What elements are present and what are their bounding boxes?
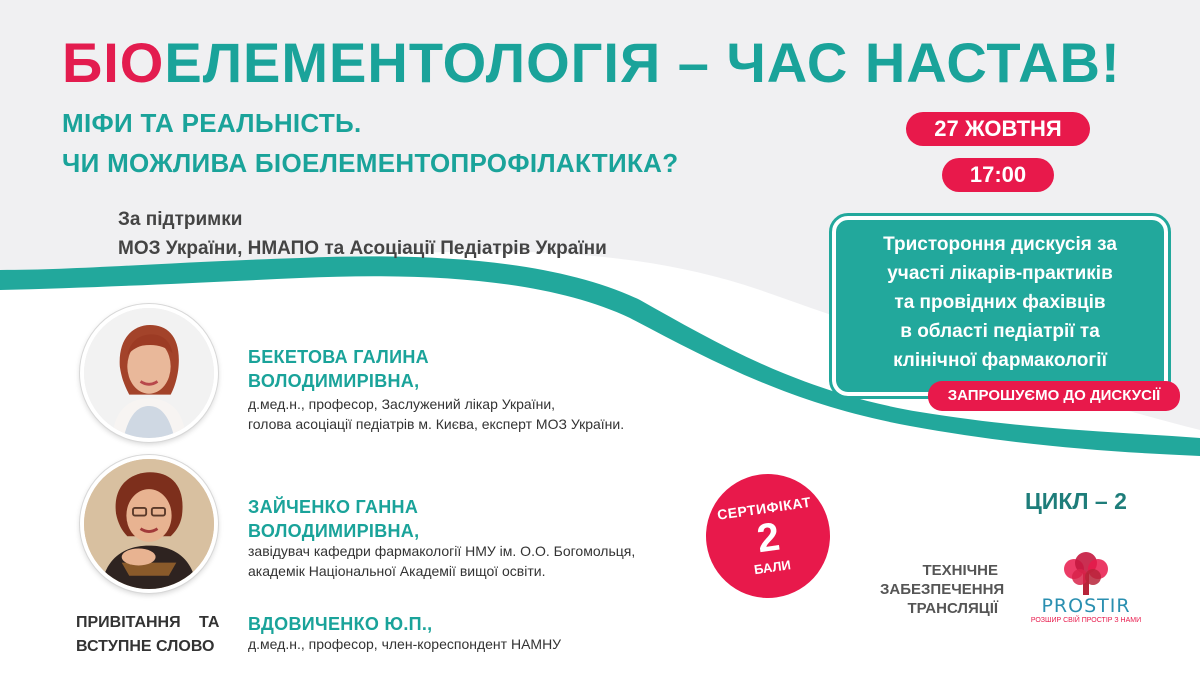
greeting-label [76, 611, 219, 659]
speaker-3-name: ВДОВИЧЕНКО Ю.П., [248, 614, 433, 634]
cycle-label: ЦИКЛ – 2 [1025, 488, 1127, 514]
tree-icon [1026, 551, 1146, 597]
discussion-line: клінічної фармакології [893, 350, 1107, 371]
tech-line-2: ЗАБЕЗПЕЧЕННЯ [880, 581, 1005, 598]
event-time-badge: 17:00 [942, 158, 1054, 192]
speaker-2-desc-line-1: завідувач кафедри фармакології НМУ ім. О.О. Богомольця, [248, 543, 636, 559]
certificate-label: СЕРТИФІКАТ [716, 493, 813, 523]
logo-wordmark: PROSTIR [1041, 595, 1131, 617]
title-rest: ЕЛЕМЕНТОЛОГІЯ – ЧАС НАСТАВ! [164, 31, 1121, 94]
speaker-1-name-line-1: БЕКЕТОВА ГАЛИНА [248, 347, 429, 367]
speaker-1-desc-line-1: д.мед.н., професор, Заслужений лікар України, [248, 396, 556, 412]
main-title [62, 30, 1121, 96]
speaker-1-desc-line-2: голова асоціації педіатрів м. Києва, експерт МОЗ України. [248, 416, 625, 432]
speaker-1-name [248, 345, 429, 393]
discussion-line: участі лікарів-практиків [887, 263, 1113, 284]
invite-badge[interactable]: ЗАПРОШУЄМО ДО ДИСКУСІЇ [928, 381, 1180, 411]
discussion-box [832, 216, 1168, 396]
speaker-1-photo [80, 304, 218, 442]
speaker-3-description: д.мед.н., професор, член-кореспондент НАМНУ [248, 636, 562, 652]
discussion-line: Тристороння дискусія за [883, 234, 1117, 255]
discussion-line: в області педіатрії та [900, 321, 1100, 342]
speaker-2-name-line-2: ВОЛОДИМИРІВНА, [248, 521, 420, 541]
certificate-points: 2 [754, 514, 783, 562]
tech-support-label [880, 561, 1005, 618]
tech-line-3: ТРАНСЛЯЦІЇ [907, 600, 998, 617]
speaker-1-portrait-illustration [84, 308, 214, 438]
speaker-2-desc-line-2: академік Національної Академії вищої освіти. [248, 563, 546, 579]
speaker-2-photo [80, 455, 218, 593]
logo-tagline: РОЗШИР СВІЙ ПРОСТІР З НАМИ [1030, 617, 1142, 624]
event-date-badge: 27 ЖОВТНЯ [906, 112, 1090, 146]
speaker-2-name [248, 495, 419, 543]
support-text [118, 205, 607, 263]
speaker-1-name-line-2: ВОЛОДИМИРІВНА, [248, 371, 420, 391]
speaker-2-description [248, 541, 635, 581]
subtitle-line-2: ЧИ МОЖЛИВА БІОЕЛЕМЕНТОПРОФІЛАКТИКА? [62, 148, 679, 178]
speaker-2-portrait-illustration [84, 459, 214, 589]
greeting-line-2: ВСТУПНЕ СЛОВО [76, 638, 215, 655]
speaker-2-name-line-1: ЗАЙЧЕНКО ГАННА [248, 497, 419, 517]
certificate-unit: БАЛИ [753, 557, 792, 578]
title-accent: БІО [62, 31, 165, 94]
prostir-logo[interactable] [1026, 551, 1146, 626]
greeting-line-1: ПРИВІТАННЯ ТА [76, 614, 220, 631]
support-line-2: МОЗ України, НМАПО та Асоціації Педіатрів України [118, 238, 607, 259]
discussion-line: та провідних фахівців [894, 292, 1106, 313]
support-line-1: За підтримки [118, 209, 243, 230]
subtitle-line-1: МІФИ ТА РЕАЛЬНІСТЬ. [62, 108, 362, 138]
tech-line-1: ТЕХНІЧНЕ [922, 562, 998, 579]
speaker-1-description [248, 394, 624, 434]
